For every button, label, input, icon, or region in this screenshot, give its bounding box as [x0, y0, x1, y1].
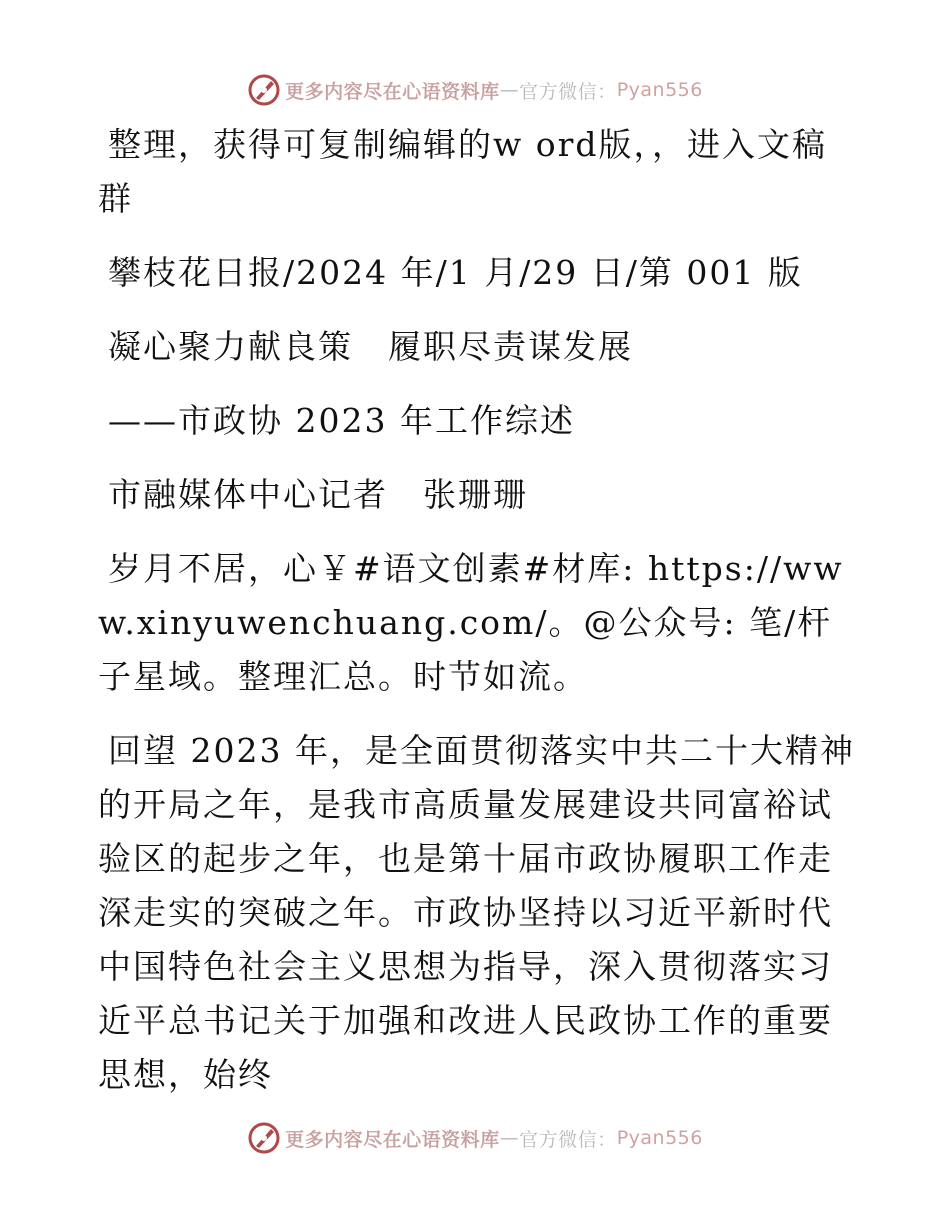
- article-subtitle: ——市政协 2023 年工作综述: [108, 401, 575, 440]
- quill-circle-logo-icon: [247, 73, 281, 107]
- banner-wechat-label: 官方微信：: [519, 1128, 617, 1151]
- source-line: 攀枝花日报/2024 年/1 月/29 日/第 001 版: [108, 253, 803, 292]
- body-paragraph: 回望 2023 年，是全面贯彻落实中共二十大精神的开局之年，是我市高质量发展建设共同富裕试验区的起步之年，也是第十届市政协履职工作走深走实的突破之年。市政协坚持以习近平新时代中国特色社会主义思想为指导，深入贯彻落实习近平总书记关于加强和改进人民政协工作的重要思想，始终: [98, 731, 855, 1094]
- banner-wechat-label: 官方微信：: [519, 80, 617, 103]
- article-title: 凝心聚力献良策 履职尽责谋发展: [108, 327, 633, 366]
- banner-text: 更多内容尽在心语资料库: [285, 80, 500, 103]
- document-body: [98, 118, 858, 1102]
- quill-circle-logo-icon: [247, 1121, 281, 1155]
- banner-text: 更多内容尽在心语资料库: [285, 1128, 500, 1151]
- banner-dash: —: [499, 79, 520, 101]
- intro-note: 整理，获得可复制编辑的w ord版，，进入文稿群: [98, 125, 828, 218]
- header-watermark-banner: [0, 70, 950, 110]
- footer-watermark-banner: [0, 1118, 950, 1158]
- banner-wechat-id: Pyan556: [616, 1127, 703, 1149]
- banner-wechat-id: Pyan556: [616, 79, 703, 101]
- banner-dash: —: [499, 1127, 520, 1149]
- author-line: 市融媒体中心记者 张珊珊: [108, 475, 528, 514]
- body-paragraph: 岁月不居，心￥#语文创素#材库: https://www.xinyuwenchuang.com/。@公众号: 笔/杆子星域。整理汇总。时节如流。: [98, 549, 844, 696]
